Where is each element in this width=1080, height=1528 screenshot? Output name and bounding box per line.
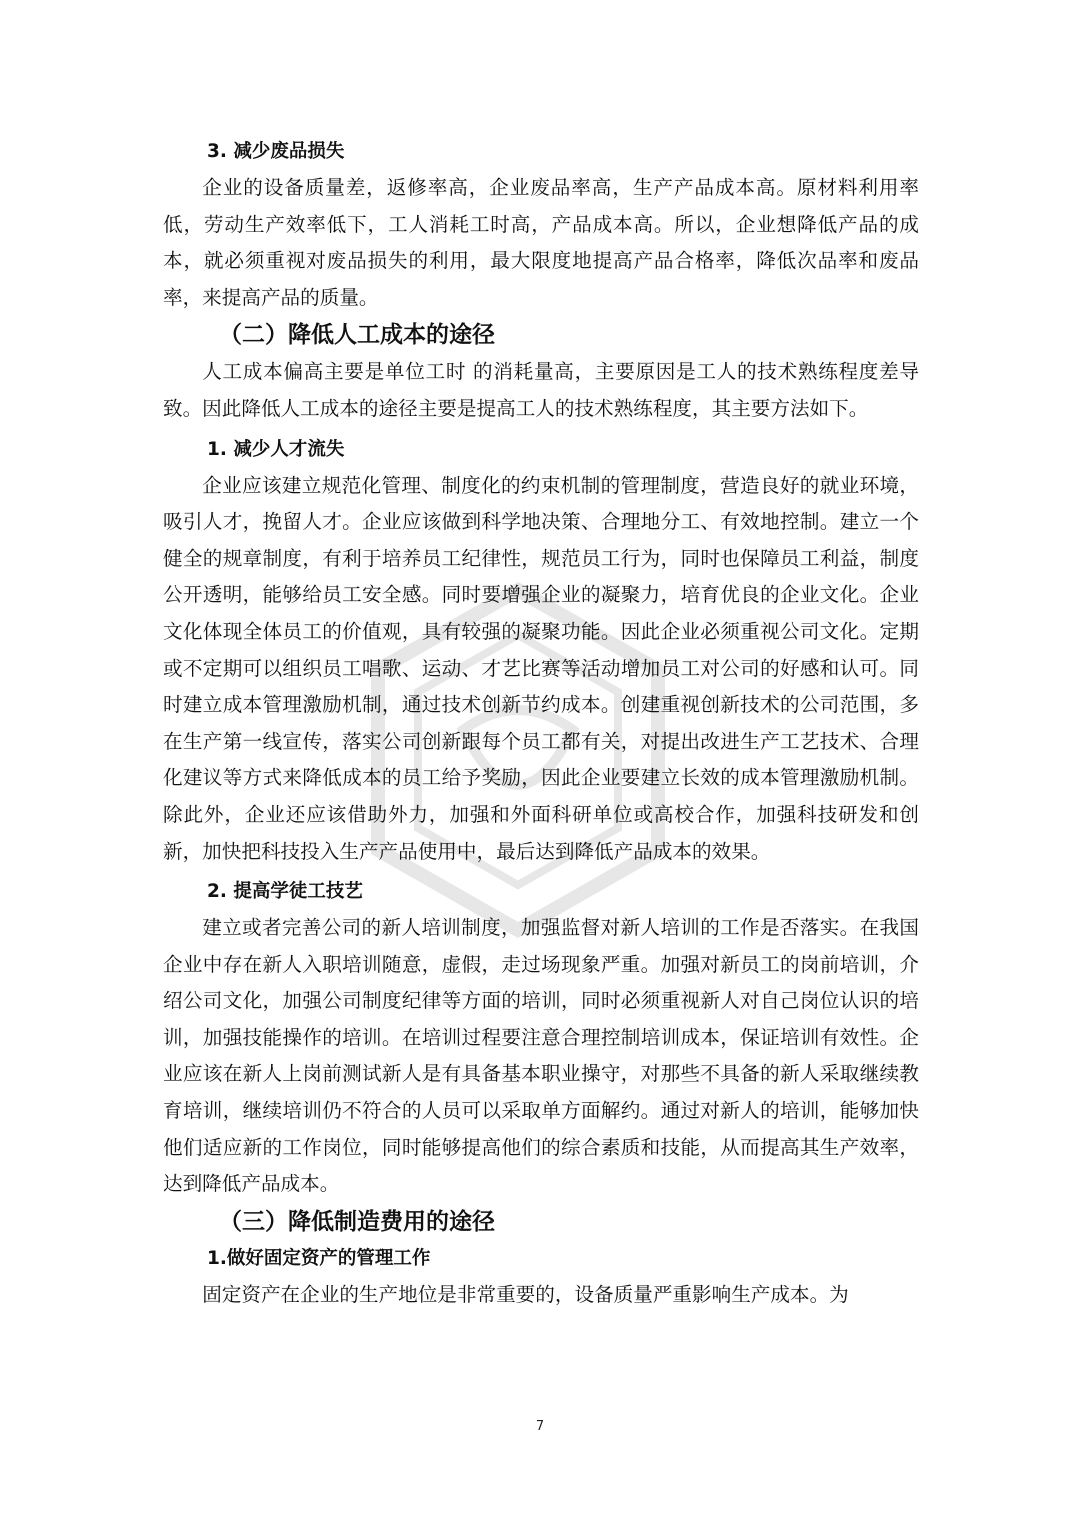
section-heading: （三）降低制造费用的途径 — [219, 1208, 495, 1235]
paragraph: 固定资产在企业的生产地位是非常重要的，设备质量严重影响生产成本。为 — [202, 1282, 849, 1306]
document-body — [163, 130, 919, 1313]
section-heading: （二）降低人工成本的途径 — [219, 322, 495, 349]
paragraph: 建立或者完善公司的新人培训制度，加强监督对新人培训的工作是否落实。在我国企业中存在新人入职培训随意，虚假，走过场现象严重。加强对新员工的岗前培训，介绍公司文化，加强公司制度纪律等方面的培训，同时必须重视新人对自己岗位认识的培训，加强技能操作的培训。在培训过程要注意合理控制培训成本，保证培训有效性。企业应该在新人上岗前测试新人是有具备基本职业操守，对那些不具备的新人采取继续教育培训，继续培训仍不符合的人员可以采取单方面解约。通过对新人的培训，能够加快他们适应新的工作岗位，同时能够提高他们的综合素质和技能，从而提高其生产效率，达到降低产品成本。 — [163, 916, 919, 1196]
subsection-heading: 2. 提高学徒工技艺 — [207, 881, 363, 903]
subsection-heading: 1. 减少人才流失 — [207, 438, 345, 460]
subsection-heading: 1.做好固定资产的管理工作 — [207, 1247, 431, 1269]
subsection-heading: 3. 减少废品损失 — [207, 141, 345, 162]
paragraph: 人工成本偏高主要是单位工时 的消耗量高，主要原因是工人的技术熟练程度差导致。因此降低人工成本的途径主要是提高工人的技术熟练程度，其主要方法如下。 — [163, 360, 919, 420]
paragraph: 企业应该建立规范化管理、制度化的约束机制的管理制度，营造良好的就业环境，吸引人才，挽留人才。企业应该做到科学地决策、合理地分工、有效地控制。建立一个健全的规章制度，有利于培养员工纪律性，规范员工行为，同时也保障员工利益，制度公开透明，能够给员工安全感。同时要增强企业的凝聚力，培育优良的企业文化。企业文化体现全体员工的价值观，具有较强的凝聚功能。因此企业必须重视公司文化。定期或不定期可以组织员工唱歌、运动、才艺比赛等活动增加员工对公司的好感和认可。同时建立成本管理激励机制，通过技术创新节约成本。创建重视创新技术的公司范围，多在生产第一线宣传，落实公司创新跟每个员工都有关，对提出改进生产工艺技术、合理化建议等方式来降低成本的员工给予奖励，因此企业要建立长效的成本管理激励机制。除此外，企业还应该借助外力，加强和外面科研单位或高校合作，加强科技研发和创新，加快把科技投入生产产品使用中，最后达到降低产品成本的效果。 — [163, 473, 919, 863]
page-number: 7 — [535, 1419, 545, 1434]
paragraph: 企业的设备质量差，返修率高，企业废品率高，生产产品成本高。原材料利用率低，劳动生产效率低下，工人消耗工时高，产品成本高。所以，企业想降低产品的成本，就必须重视对废品损失的利用，最大限度地提高产品合格率，降低次品率和废品率，来提高产品的质量。 — [163, 176, 919, 309]
